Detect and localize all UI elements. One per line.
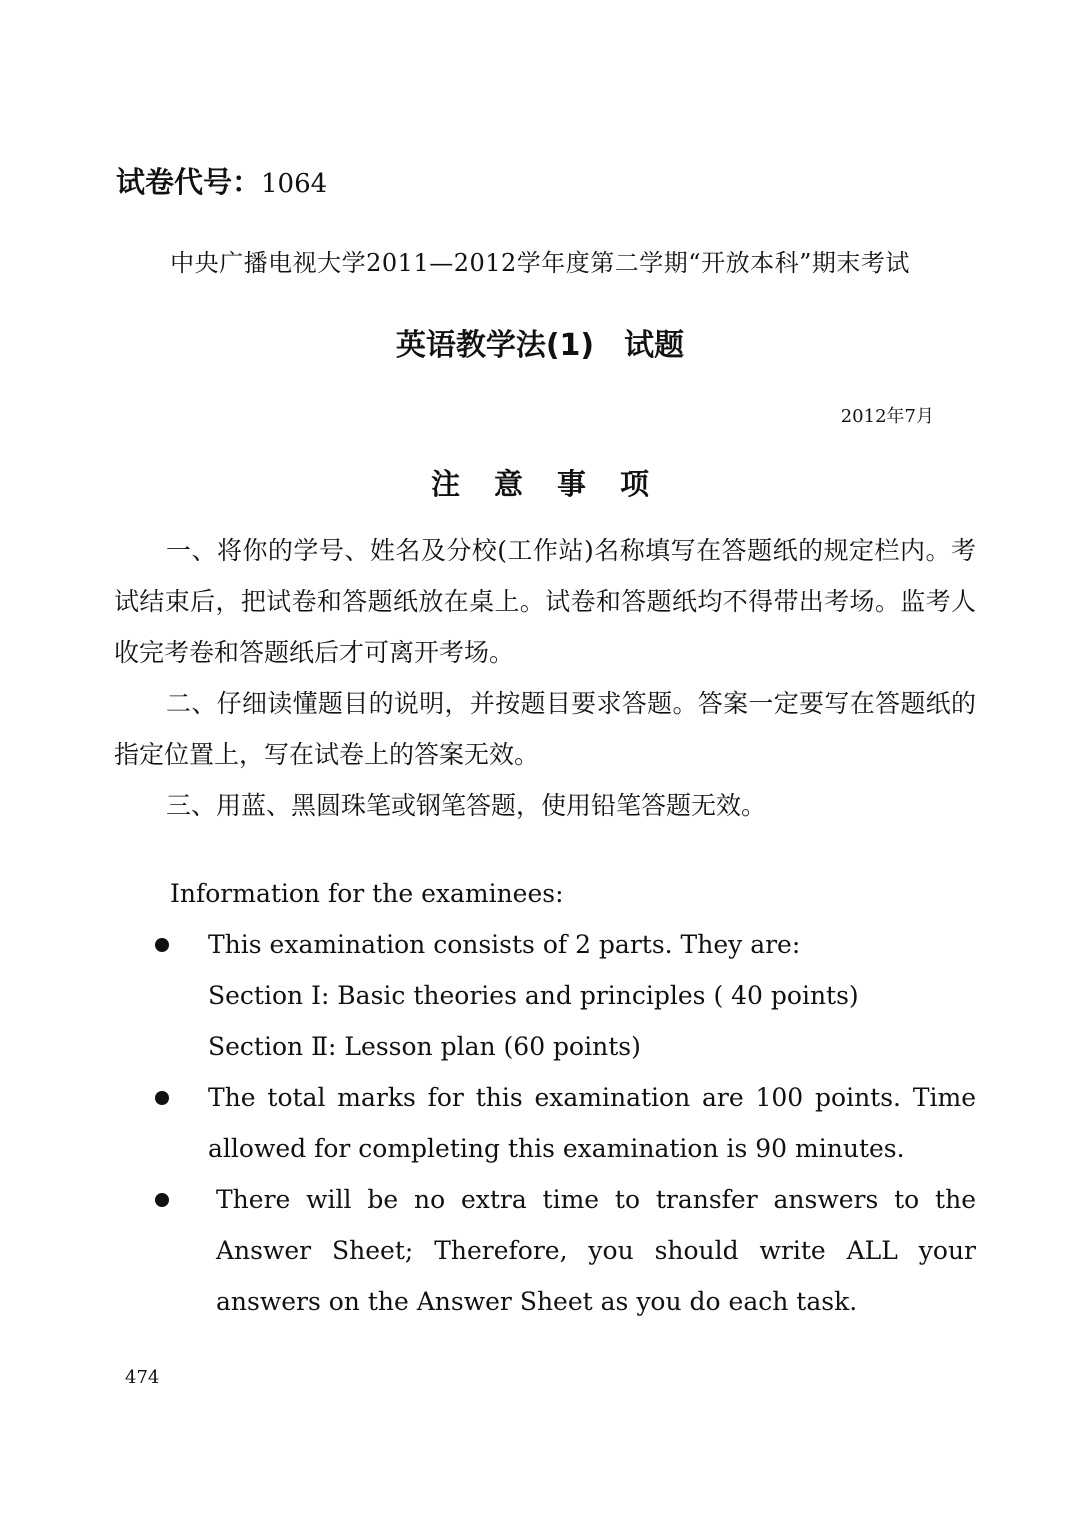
section-line: Section Ⅱ: Lesson plan (60 points) <box>208 1032 641 1061</box>
page-number: 474 <box>125 1367 160 1388</box>
paper-code <box>116 160 327 201</box>
exam-title: 英语教学法(1) 试题 <box>395 328 685 363</box>
bullet-dot-icon <box>155 1091 169 1105</box>
section-line: Section Ⅰ: Basic theories and principles ( 40 points) <box>208 981 859 1010</box>
notice-item: 二、仔细读懂题目的说明，并按题目要求答题。答案一定要写在答题纸的指定位置上，写在试卷上的答案无效。 <box>114 689 976 769</box>
info-heading: Information for the examinees: <box>170 879 564 908</box>
notice-item: 一、将你的学号、姓名及分校(工作站)名称填写在答题纸的规定栏内。考试结束后，把试卷和答题纸放在桌上。试卷和答题纸均不得带出考场。监考人收完考卷和答题纸后才可离开考场。 <box>114 536 976 667</box>
notice-list <box>114 525 976 831</box>
exam-header: 中央广播电视大学2011—2012学年度第二学期“开放本科”期末考试 <box>170 249 910 277</box>
bullet-dot-icon <box>155 938 169 952</box>
info-bullet <box>150 1174 976 1327</box>
notice-item: 三、用蓝、黑圆珠笔或钢笔答题，使用铅笔答题无效。 <box>166 791 767 820</box>
notice-heading: 注意事项 <box>430 467 683 501</box>
bullet-text: This examination consists of 2 parts. They are: <box>208 930 801 959</box>
info-bullet <box>150 1072 976 1174</box>
exam-date: 2012年7月 <box>840 406 934 427</box>
paper-code-number: 1064 <box>261 169 328 199</box>
bullet-text: There will be no extra time to transfer answers to the Answer Sheet; Therefore, you should write ALL your answers on the Answer Sheet as you do each task. <box>216 1185 976 1316</box>
paper-code-label: 试卷代号： <box>116 165 262 199</box>
examinee-info <box>150 868 976 1327</box>
bullet-text: The total marks for this examination are 100 points. Time allowed for completing this examination is 90 minutes. <box>208 1083 976 1163</box>
bullet-dot-icon <box>155 1193 169 1207</box>
info-bullet <box>150 919 976 1072</box>
